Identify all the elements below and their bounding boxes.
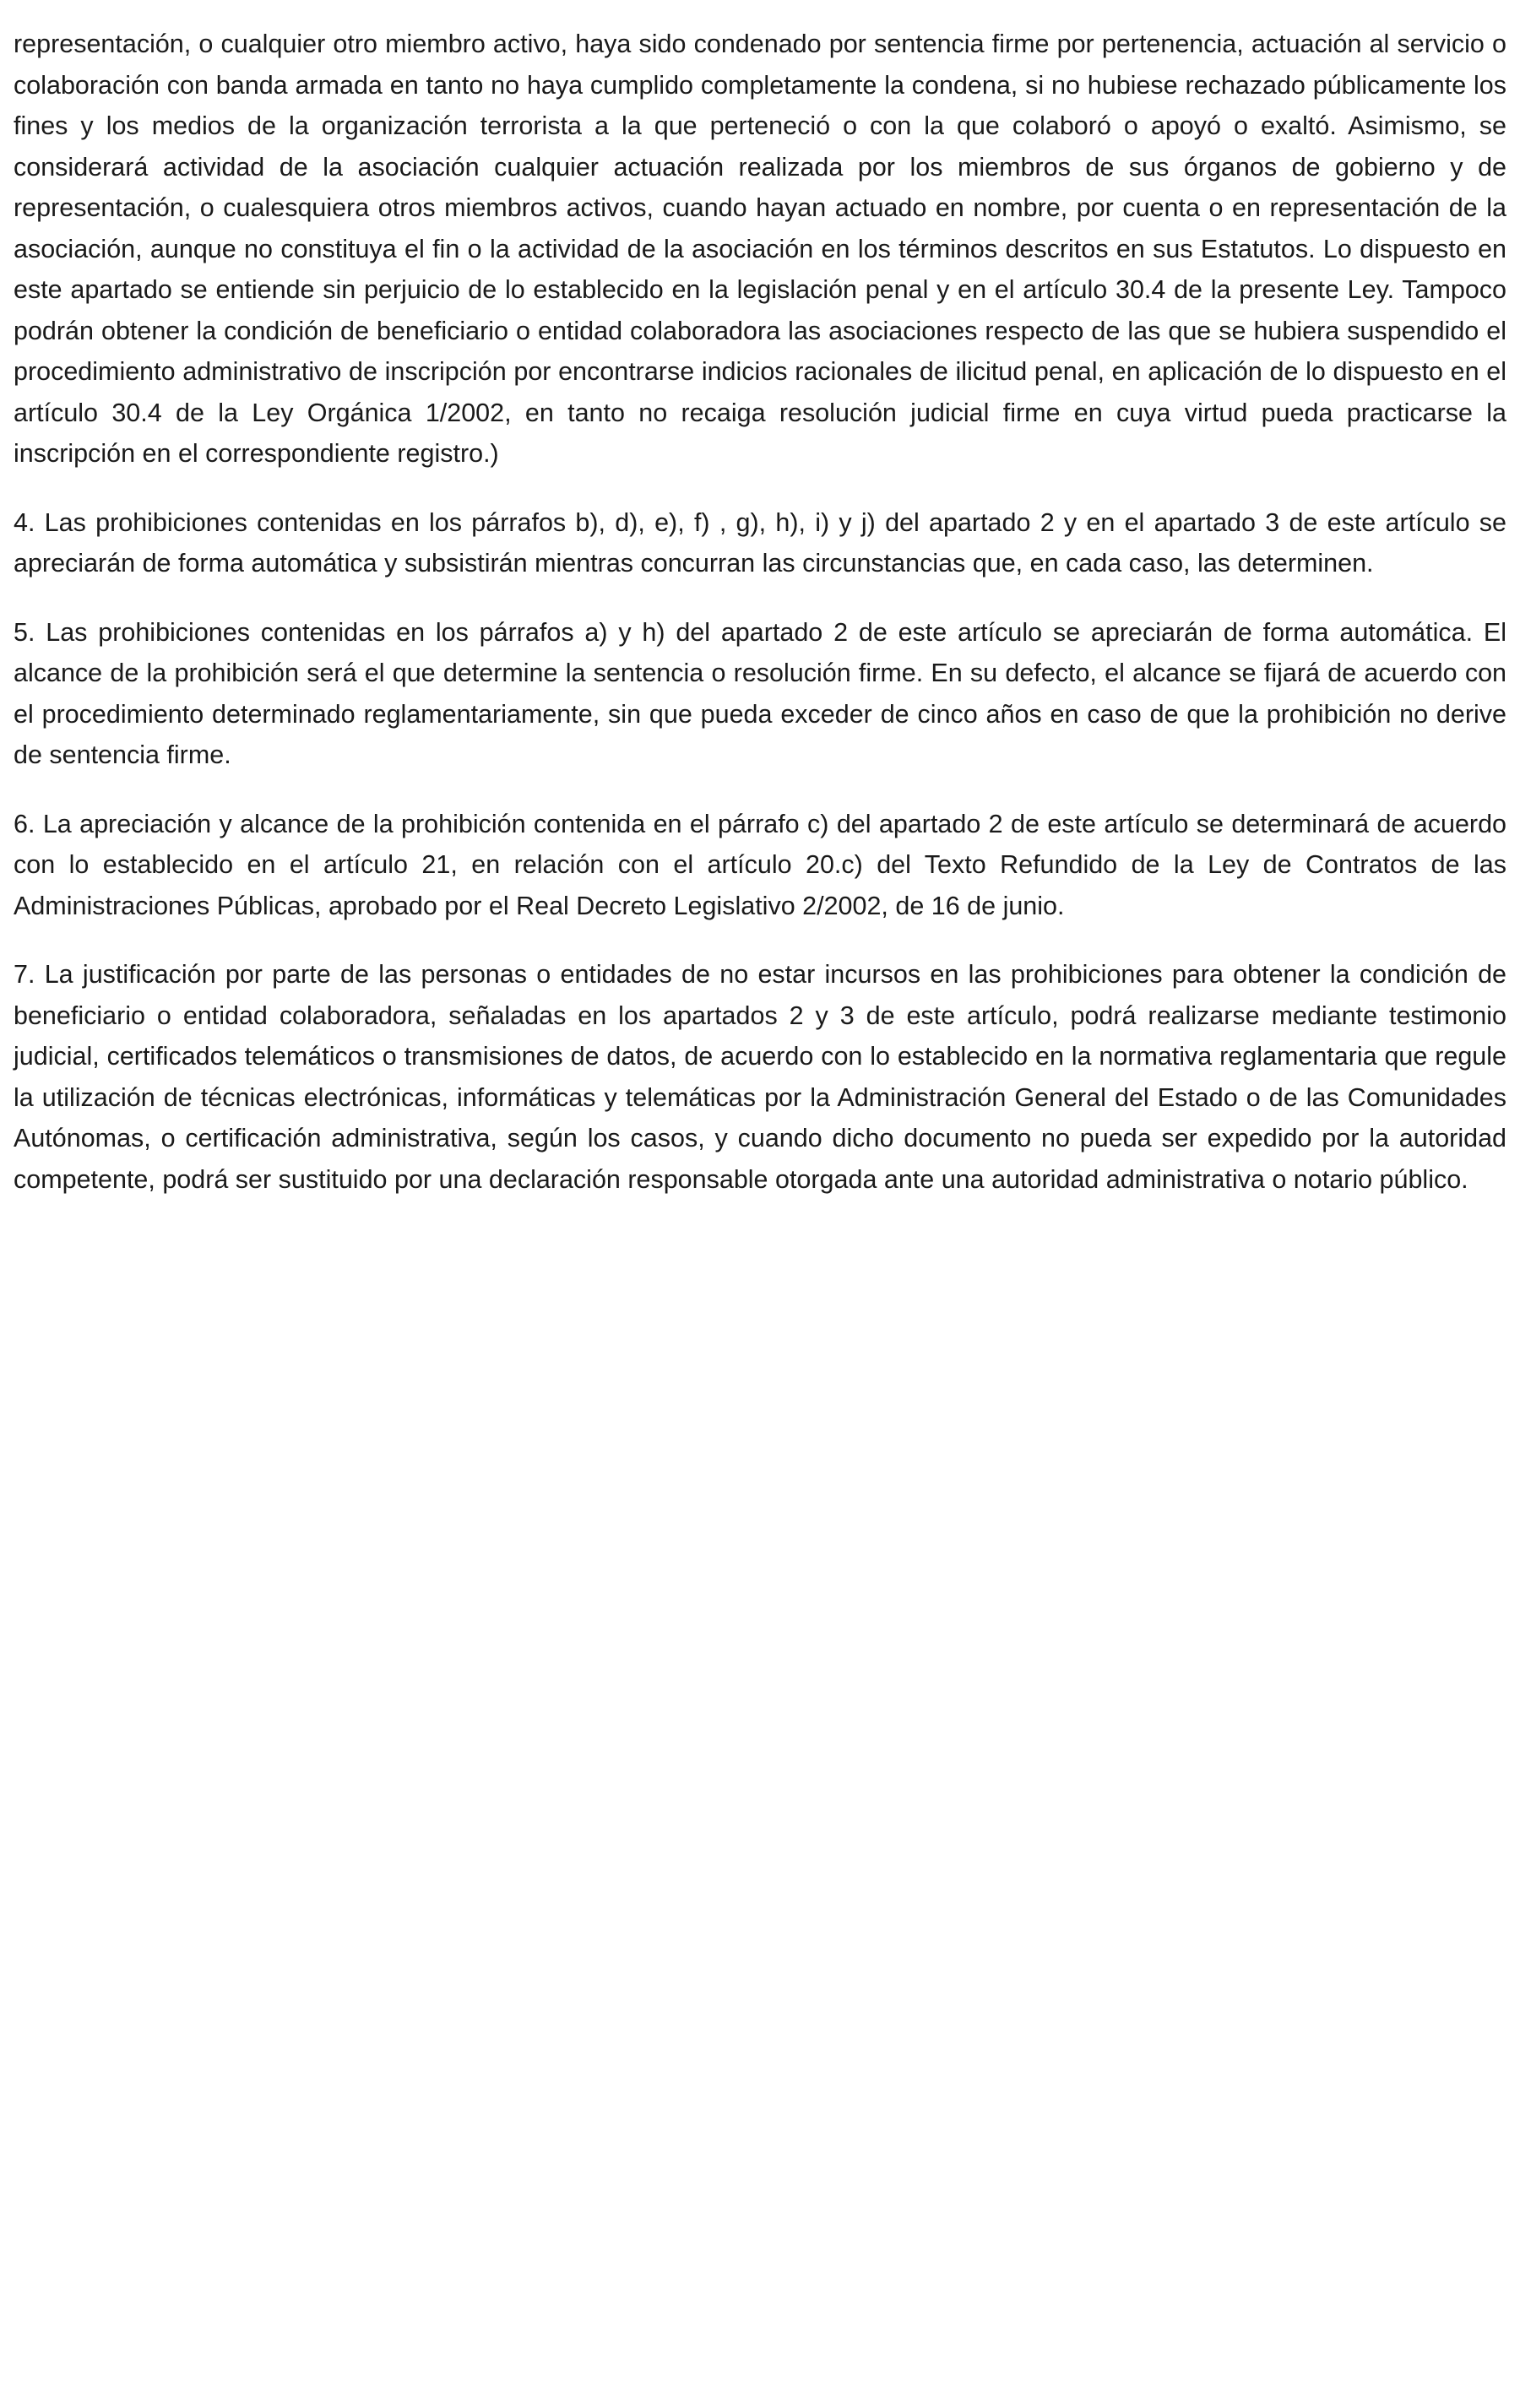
paragraph-5: 5. Las prohibiciones contenidas en los párrafos a) y h) del apartado 2 de este artículo se apreciarán de forma automática. El alcance de la prohibición será el que determine la sentencia o resolución firme. En su defecto, el alcance se fijará de acuerdo con el procedimiento determinado reglamentariamente, sin que pueda exceder de cinco años en caso de que la prohibición no derive de sentencia firme. <box>14 617 1506 769</box>
paragraph-continuation: representación, o cualquier otro miembro activo, haya sido condenado por sentencia firme por pertenencia, actuación al servicio o colaboración con banda armada en tanto no haya cumplido completamente la condena, si no hubiese rechazado públicamente los fines y los medios de la organización terrorista a la que perteneció o con la que colaboró o apoyó o exaltó. Asimismo, se considerará actividad de la asociación cualquier actuación realizada por los miembros de sus órganos de gobierno y de representación, o cualesquiera otros miembros activos, cuando hayan actuado en nombre, por cuenta o en representación de la asociación, aunque no constituya el fin o la actividad de la asociación en los términos descritos en sus Estatutos. Lo dispuesto en este apartado se entiende sin perjuicio de lo establecido en la legislación penal y en el artículo 30.4 de la presente Ley. Tampoco podrán obtener la condición de beneficiario o entidad colaboradora las asociaciones respecto de las que se hubiera suspendido el procedimiento administrativo de inscripción por encontrarse indicios racionales de ilicitud penal, en aplicación de lo dispuesto en el artículo 30.4 de la Ley Orgánica 1/2002, en tanto no recaiga resolución judicial firme en cuya virtud pueda practicarse la inscripción en el correspondiente registro.) <box>14 30 1506 468</box>
paragraph-6: 6. La apreciación y alcance de la prohibición contenida en el párrafo c) del apartado 2 de este artículo se determinará de acuerdo con lo establecido en el artículo 21, en relación con el artículo 20.c) del Texto Refundido de la Ley de Contratos de las Administraciones Públicas, aprobado por el Real Decreto Legislativo 2/2002, de 16 de junio. <box>14 809 1506 920</box>
paragraph-4: 4. Las prohibiciones contenidas en los párrafos b), d), e), f) , g), h), i) y j) del apartado 2 y en el apartado 3 de este artículo se apreciarán de forma automática y subsistirán mientras concurran las circunstancias que, en cada caso, las determinen. <box>14 507 1506 578</box>
document-page <box>14 24 1506 1228</box>
paragraph-7: 7. La justificación por parte de las personas o entidades de no estar incursos en las prohibiciones para obtener la condición de beneficiario o entidad colaboradora, señaladas en los apartados 2 y 3 de este artículo, podrá realizarse mediante testimonio judicial, certificados telemáticos o transmisiones de datos, de acuerdo con lo establecido en la normativa reglamentaria que regule la utilización de técnicas electrónicas, informáticas y telemáticas por la Administración General del Estado o de las Comunidades Autónomas, o certificación administrativa, según los casos, y cuando dicho documento no pueda ser expedido por la autoridad competente, podrá ser sustituido por una declaración responsable otorgada ante una autoridad administrativa o notario público. <box>14 960 1506 1194</box>
